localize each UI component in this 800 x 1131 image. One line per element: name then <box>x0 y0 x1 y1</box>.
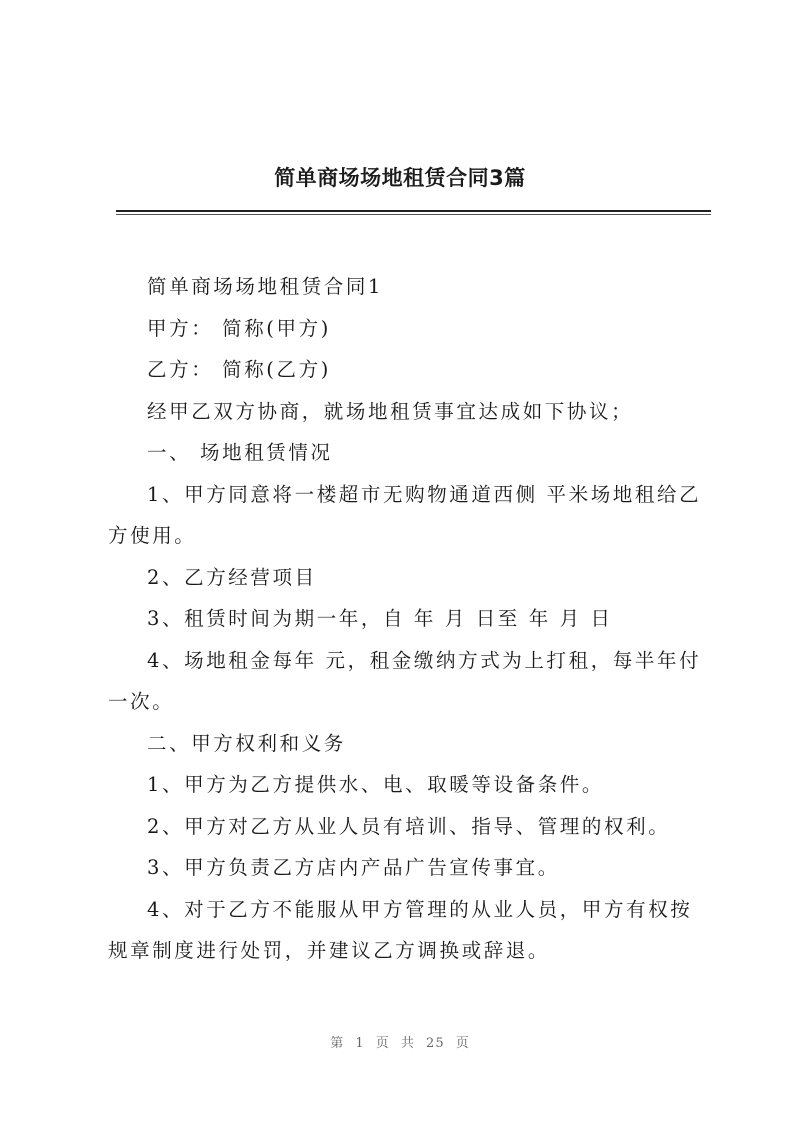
page-footer: 第 1 页 共 25 页 <box>330 1036 470 1051</box>
title-divider <box>116 210 711 212</box>
contract-subtitle: 简单商场场地租赁合同1 <box>147 275 384 298</box>
clause-1-2: 2、乙方经营项目 <box>147 565 317 589</box>
clause-1-4: 4、场地租金每年 元，租金缴纳方式为上打租，每半年付一次。 <box>108 648 702 713</box>
section-heading-2: 二、甲方权利和义务 <box>147 731 346 755</box>
clause-1-1: 1、甲方同意将一楼超市无购物通道西侧 平米场地租给乙方使用。 <box>108 482 702 547</box>
clause-2-4: 4、对于乙方不能服从甲方管理的从业人员，甲方有权按规章制度进行处罚，并建议乙方调换或辞退。 <box>108 897 693 962</box>
clause-1-3: 3、租赁时间为期一年，自 年 月 日至 年 月 日 <box>147 607 613 630</box>
preamble-paragraph: 经甲乙双方协商，就场地租赁事宜达成如下协议； <box>147 399 634 423</box>
party-a-line: 甲方： 简称(甲方) <box>147 316 331 340</box>
clause-2-3: 3、甲方负责乙方店内产品广告宣传事宜。 <box>147 856 560 879</box>
section-heading-1: 一、 场地租赁情况 <box>147 441 333 464</box>
page-title: 简单商场场地租赁合同3篇 <box>274 166 526 190</box>
clause-2-2: 2、甲方对乙方从业人员有培训、指导、管理的权利。 <box>147 814 671 838</box>
clause-2-1: 1、甲方为乙方提供水、电、取暖等设备条件。 <box>147 773 605 796</box>
party-b-line: 乙方： 简称(乙方) <box>147 358 331 381</box>
document-body <box>108 266 712 972</box>
title-divider-thin <box>116 214 711 215</box>
